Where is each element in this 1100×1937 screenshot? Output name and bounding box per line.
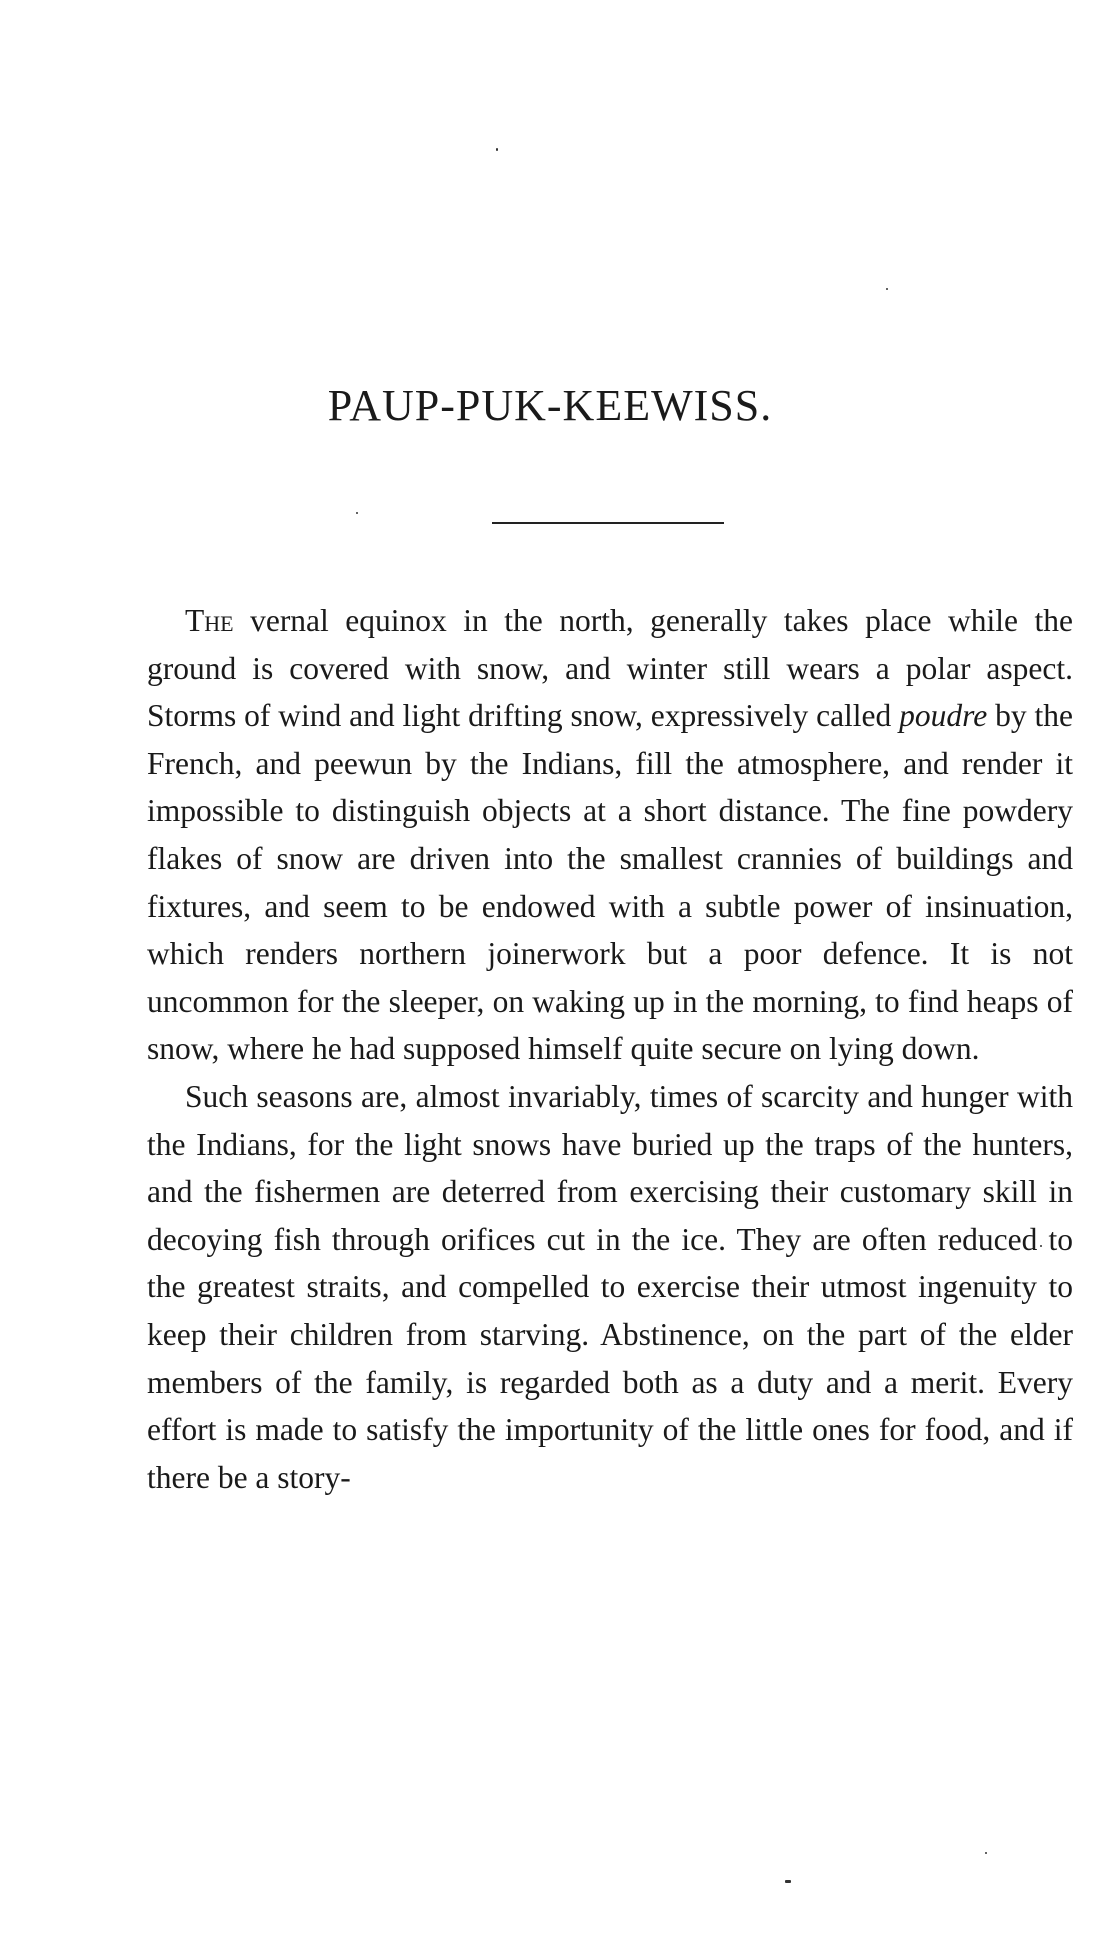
- paragraph-text: Such seasons are, almost invariably, times of scarcity and hunger with the Indians, for the light snows have buried up the traps of the hunters, and the fishermen are deterred from exercising their customary skill in decoying fish through orifices cut in the ice. They are often reduced to the greatest straits, and compelled to exercise their utmost ingenuity to keep their children from starving. Abstinence, on the part of the elder members of the family, is regarded both as a duty and a merit. Every effort is made to satisfy the importunity of the little ones for food, and if there be a story-: [147, 1078, 1073, 1495]
- print-speck: [886, 288, 888, 290]
- title-divider: [492, 522, 724, 524]
- chapter-title: PAUP-PUK-KEEWISS.: [327, 381, 773, 430]
- print-speck: [496, 148, 498, 151]
- paragraph: [147, 597, 1073, 1073]
- paragraph: [147, 1073, 1073, 1501]
- paragraph-lead-word: The: [185, 603, 234, 638]
- italic-term: poudre: [899, 698, 988, 734]
- print-speck: [785, 1880, 791, 1883]
- print-speck: [985, 1852, 987, 1854]
- paragraph-text: by the French, and peewun by the Indians, fill the atmosphere, and render it impossible to distinguish objects at a short distance. The fine powdery flakes of snow are driven into the smallest crannies of buildings and fixtures, and seem to be endowed with a subtle power of insinuation, which renders northern joinerwork but a poor defence. It is not uncommon for the sleeper, on waking up in the morning, to find heaps of snow, where he had supposed himself quite secure on lying down.: [147, 698, 1074, 1067]
- paragraph-text: vernal equinox in the north, generally takes place while the ground is covered with snow, and winter still wears a polar aspect. Storms of wind and light drifting snow, expressively called: [147, 603, 1073, 734]
- body-text: [147, 597, 1073, 1501]
- print-speck: [356, 512, 358, 514]
